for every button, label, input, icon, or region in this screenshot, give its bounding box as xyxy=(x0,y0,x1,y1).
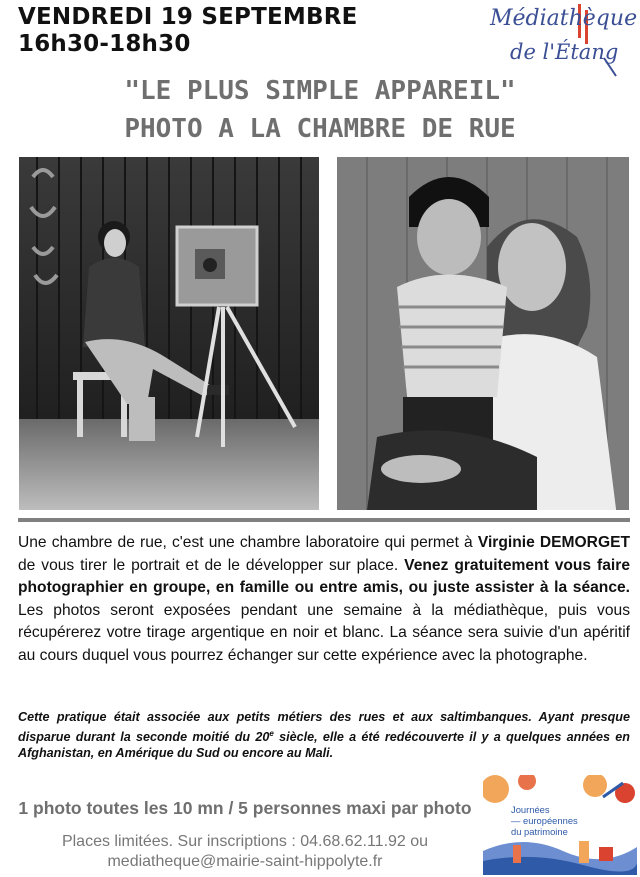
history-superscript: e xyxy=(269,728,274,738)
event-date-line1: VENDREDI 19 SEPTEMBRE xyxy=(18,4,358,30)
heritage-days-line2: — européennes xyxy=(511,815,578,826)
description-intro: Une chambre de rue, c'est une chambre laboratoire qui permet à xyxy=(18,534,478,551)
portrait-illustration xyxy=(337,157,629,510)
heritage-days-line1: Journées xyxy=(511,804,550,815)
contact-email[interactable]: mediatheque@mairie-saint-hippolyte.fr xyxy=(107,853,383,870)
history-part1: Cette pratique était associée aux petits métiers des rues et aux saltimbanques. Ayant presque disparue durant la seconde moitié du 20 xyxy=(18,710,630,744)
event-date xyxy=(18,4,358,58)
description-middle: de vous tirer le portrait et de le développer sur place. xyxy=(18,556,405,574)
heritage-days-text xyxy=(511,804,578,837)
description-paragraph xyxy=(18,532,630,667)
title-line1: "LE PLUS SIMPLE APPAREIL" xyxy=(124,76,516,106)
history-part2: siècle, elle a été redécouverte il y a quelques années en Afghanistan, en Amérique du Sud ou encore au Mali. xyxy=(18,729,630,760)
history-paragraph xyxy=(18,710,630,762)
heritage-days-logo xyxy=(483,775,637,875)
photographer-illustration xyxy=(19,157,319,510)
photo-photographer-with-camera xyxy=(19,157,319,510)
photographer-name: Virginie DEMORGET xyxy=(477,534,630,551)
registration-contact xyxy=(40,832,450,872)
heritage-days-line3: du patrimoine xyxy=(511,826,568,837)
mediatheque-logo xyxy=(484,0,640,80)
logo-line1: Médiathèque xyxy=(490,6,638,31)
logo-line2: de l'Étang xyxy=(510,40,619,64)
contact-phone-line: Places limitées. Sur inscriptions : 04.68.62.11.92 ou xyxy=(61,833,429,850)
photo-mother-and-child xyxy=(337,157,629,510)
description-end: Les photos seront exposées pendant une semaine à la médiathèque, puis vous récupérerez votre tirage argentique en noir et blanc. La séance sera suivie d'un apéritif au cours duquel vous pourrez échanger sur cette expérience avec la photographe. xyxy=(18,601,630,664)
photo-frequency-info: 1 photo toutes les 10 mn / 5 personnes maxi par photo xyxy=(18,798,472,818)
title-line2: PHOTO A LA CHAMBRE DE RUE xyxy=(124,114,516,144)
separator-rule xyxy=(18,518,630,522)
invitation-text: Venez gratuitement vous faire photographier en groupe, en famille ou entre amis, ou juste assister à la séance. xyxy=(18,556,630,596)
event-time-line2: 16h30-18h30 xyxy=(18,31,191,57)
